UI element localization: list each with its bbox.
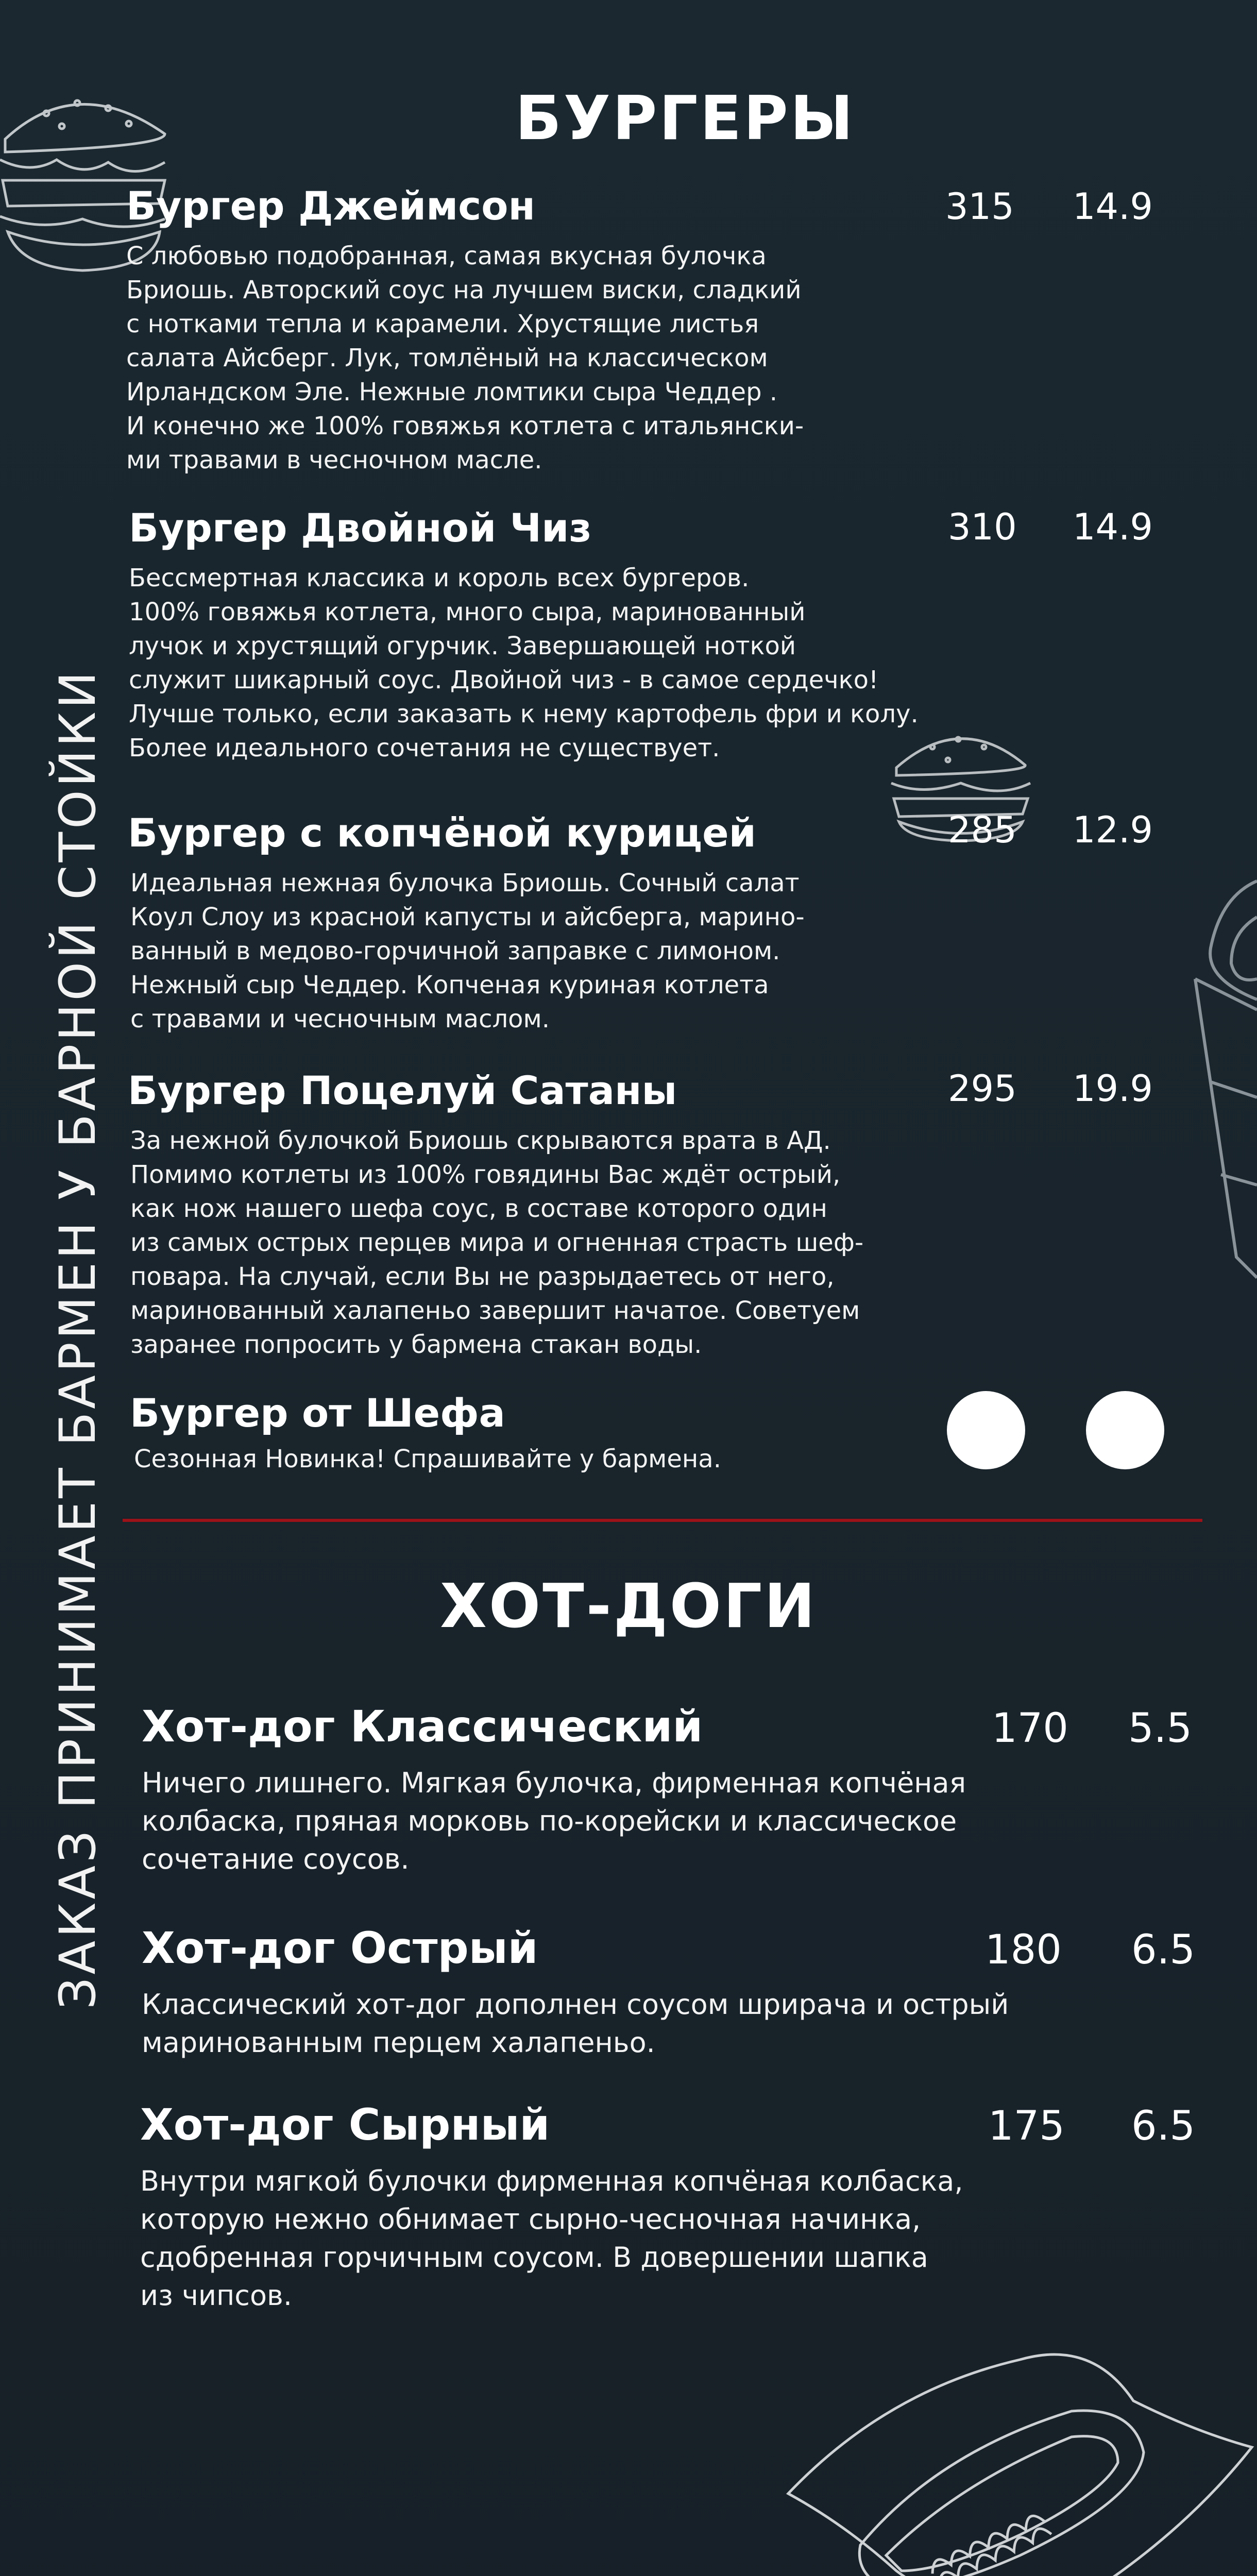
menu-item xyxy=(142,1701,1017,1878)
menu-item xyxy=(126,183,950,477)
hotdog-sketch-icon xyxy=(783,2329,1257,2576)
menu-item xyxy=(128,1067,1004,1362)
section-divider xyxy=(123,1519,1202,1522)
menu-item xyxy=(128,810,952,1036)
item-description: Классический хот-дог дополнен соусом шрирача и острый маринованным перцем халапеньо. xyxy=(142,1988,1009,2059)
price-placeholder-circle xyxy=(947,1391,1025,1469)
item-name: Бургер с копчёной курицей xyxy=(128,810,756,856)
section-title-hotdogs: ХОТ-ДОГИ xyxy=(439,1570,818,1641)
price-placeholder-circle xyxy=(1086,1391,1164,1469)
item-name: Бургер от Шефа xyxy=(130,1390,505,1436)
price-primary: 285 xyxy=(948,809,1017,851)
item-description: Бессмертная классика и король всех бургеров. 100% говяжья котлета, много сыра, маринованный лучок и хрустящий огурчик. Завершающей ноткой служит шикарный соус. Двойной чиз - в самое сердечко! Лучше только, если заказать к нему картофель фри и колу. Более идеального сочетания не существует. xyxy=(129,564,919,762)
menu-item xyxy=(130,1390,954,1476)
price-primary: 315 xyxy=(945,185,1014,228)
price-primary: 180 xyxy=(985,1927,1062,1973)
item-name: Хот-дог Сырный xyxy=(140,2099,550,2150)
price-secondary: 5.5 xyxy=(1128,1705,1193,1752)
item-description: Сезонная Новинка! Спрашивайте у бармена. xyxy=(134,1445,721,1473)
price-primary: 310 xyxy=(948,506,1017,548)
price-primary: 295 xyxy=(948,1067,1017,1110)
price-secondary: 6.5 xyxy=(1131,1927,1196,1973)
item-description: Идеальная нежная булочка Бриошь. Сочный салат Коул Слоу из красной капусты и айсберга, марино- ванный в медово-горчичной заправке с лимоном. Нежный сыр Чеддер. Копченая куриная котлета с травами и чесночным маслом. xyxy=(130,869,805,1033)
menu-item xyxy=(140,2099,1067,2315)
item-name: Бургер Двойной Чиз xyxy=(129,505,592,551)
item-name: Хот-дог Классический xyxy=(142,1701,703,1752)
item-description: Внутри мягкой булочки фирменная копчёная колбаска, которую нежно обнимает сырно-чесночная начинка, сдобренная горчичным соусом. В довершении шапка из чипсов. xyxy=(140,2165,963,2312)
item-description: За нежной булочкой Бриошь скрываются врата в АД. Помимо котлеты из 100% говядины Вас ждёт острый, как нож нашего шефа соус, в составе которого один из самых острых перцев мира и огненная страсть шеф- повара. На случай, если Вы не разрыдаетесь от него, маринованный халапеньо завершит начатое. Советуем заранее попросить у бармена стакан воды. xyxy=(130,1126,864,1359)
item-description: С любовью подобранная, самая вкусная булочка Бриошь. Авторский соус на лучшем виски, сладкий с нотками тепла и карамели. Хрустящие листья салата Айсберг. Лук, томлёный на классическом Ирландском Эле. Нежные ломтики сыра Чеддер . И конечно же 100% говяжья котлета с итальянски- ми травами в чесночном масле. xyxy=(126,242,804,474)
price-secondary: 14.9 xyxy=(1073,185,1153,228)
price-secondary: 19.9 xyxy=(1073,1067,1153,1110)
fries-sketch-icon xyxy=(1190,866,1257,1288)
section-title-burgers: БУРГЕРЫ xyxy=(515,82,855,154)
order-notice: ЗАКАЗ ПРИНИМАЕТ БАРМЕН У БАРНОЙ СТОЙКИ xyxy=(49,668,107,2009)
item-name: Бургер Джеймсон xyxy=(126,183,535,229)
price-secondary: 12.9 xyxy=(1073,809,1153,851)
price-primary: 175 xyxy=(988,2103,1065,2149)
price-secondary: 6.5 xyxy=(1131,2103,1196,2149)
item-name: Хот-дог Острый xyxy=(142,1923,538,1973)
price-primary: 170 xyxy=(992,1705,1068,1752)
item-name: Бургер Поцелуй Сатаны xyxy=(128,1067,677,1113)
menu-item xyxy=(142,1923,1069,2062)
menu-item xyxy=(129,505,1005,765)
item-description: Ничего лишнего. Мягкая булочка, фирменная копчёная колбаска, пряная морковь по-корейски и классическое сочетание соусов. xyxy=(142,1767,966,1875)
price-secondary: 14.9 xyxy=(1073,506,1153,548)
